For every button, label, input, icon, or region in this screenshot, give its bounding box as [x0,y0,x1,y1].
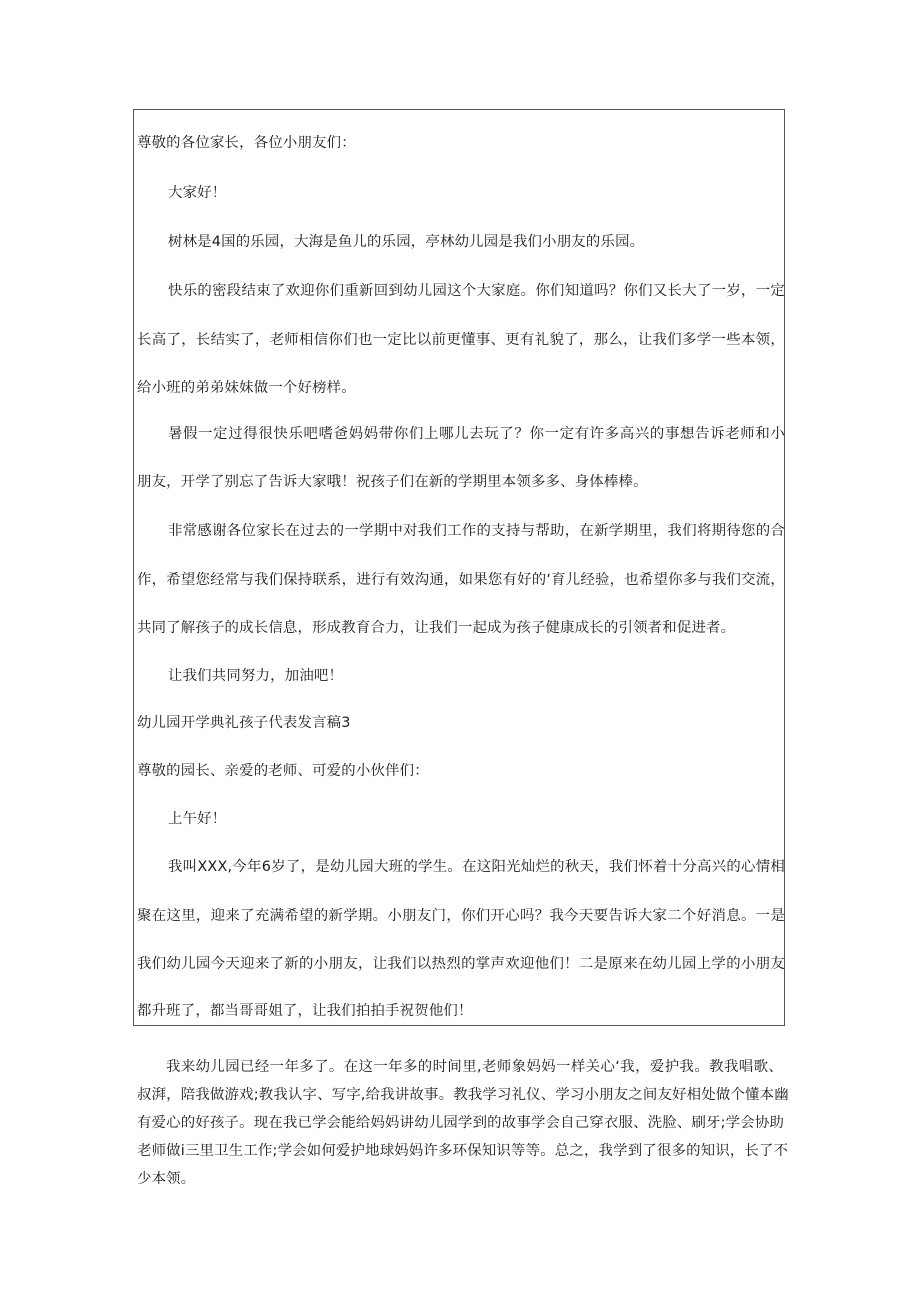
closing-paragraph-line-2: 叔湃，陪我做游戏;教我认字、写字,给我讲故事。教我学习礼仪、学习小朋友之间友好相处做个懂本幽 [137,1087,789,1103]
paragraph-thanks-line-3: 共同了解孩子的成长信息，形成教育合力，让我们一起成为孩子健康成长的引领者和促进者。 [137,620,736,636]
paragraph-park: 树林是4国的乐园，大海是鱼儿的乐园，亭林幼儿园是我们小朋友的乐园。 [168,234,645,250]
paragraph-welcome-line-1: 快乐的密段结束了欢迎你们重新回到幼儿园这个大家庭。你们知道吗？你们又长大了一岁，一定 [168,283,785,299]
paragraph-summer-line-2: 朋友，开学了别忘了告诉大家哦！祝孩子们在新的学期里本领多多、身体棒棒。 [137,474,648,490]
paragraph-welcome-line-2: 长高了，长结实了，老师相信你们也一定比以前更懂事、更有礼貌了，那么，让我们多学一些本领， [137,332,785,348]
paragraph-intro-line-3: 我们幼儿园今天迎来了新的小朋友，让我们以热烈的掌声欢迎他们！二是原来在幼儿园上学的小朋友 [137,956,785,972]
paragraph-intro-line-1: 我叫XXX,今年6岁了，是幼儿园大班的学生。在这阳光灿烂的秋天，我们怀着十分高兴的心情相 [168,859,785,875]
closing-paragraph-line-4: 老师做i三里卫生工作;学会如何爱护地球妈妈许多环保知识等等。总之，我学到了很多的知识，长了不 [137,1143,789,1159]
paragraph-thanks-line-2: 作，希望您经常与我们保持联系，进行有效沟通，如果您有好的‘育儿经验，也希望你多与我们交流， [137,572,785,588]
closing-paragraph-line-5: 少本领。 [137,1171,196,1187]
paragraph-cheer: 让我们共同努力，加油吧！ [168,668,344,684]
paragraph-thanks-line-1: 非常感谢各位家长在过去的一学期中对我们工作的支持与帮助，在新学期里，我们将期待您的合 [168,523,785,539]
paragraph-summer-line-1: 暑假一定过得很快乐吧嗜爸妈妈带你们上哪儿去玩了？你一定有许多高兴的事想告诉老师和小 [168,426,785,442]
closing-paragraph-line-1: 我来幼儿园已经一年多了。在这一年多的时间里,老师象妈妈一样关心‘我，爱护我。教我唱歌、 [166,1059,783,1075]
hello-line-2: 上午好！ [168,811,227,827]
hello-line: 大家好！ [168,185,227,201]
paragraph-welcome-line-3: 给小班的弟弟妹妹做一个好榜样。 [137,380,356,396]
section-title: 幼儿园开学典礼孩子代表发言稿3 [137,715,351,731]
paragraph-intro-line-4: 都升班了，都当哥哥姐了，让我们拍拍手祝贺他们！ [137,1003,473,1019]
greeting-line-2: 尊敬的园长、亲爱的老师、可爱的小伙伴们： [137,763,429,779]
paragraph-intro-line-2: 聚在这里，迎来了充满希望的新学期。小朋友门，你们开心吗？我今天要告诉大家二个好消息。一是 [137,908,785,924]
closing-paragraph-line-3: 有爱心的好孩子。现在我已学会能给妈妈讲幼儿园学到的故事学会自己穿衣服、洗脸、刷牙;学会协助 [137,1115,785,1131]
greeting-line: 尊敬的各位家长，各位小朋友们： [137,135,356,151]
